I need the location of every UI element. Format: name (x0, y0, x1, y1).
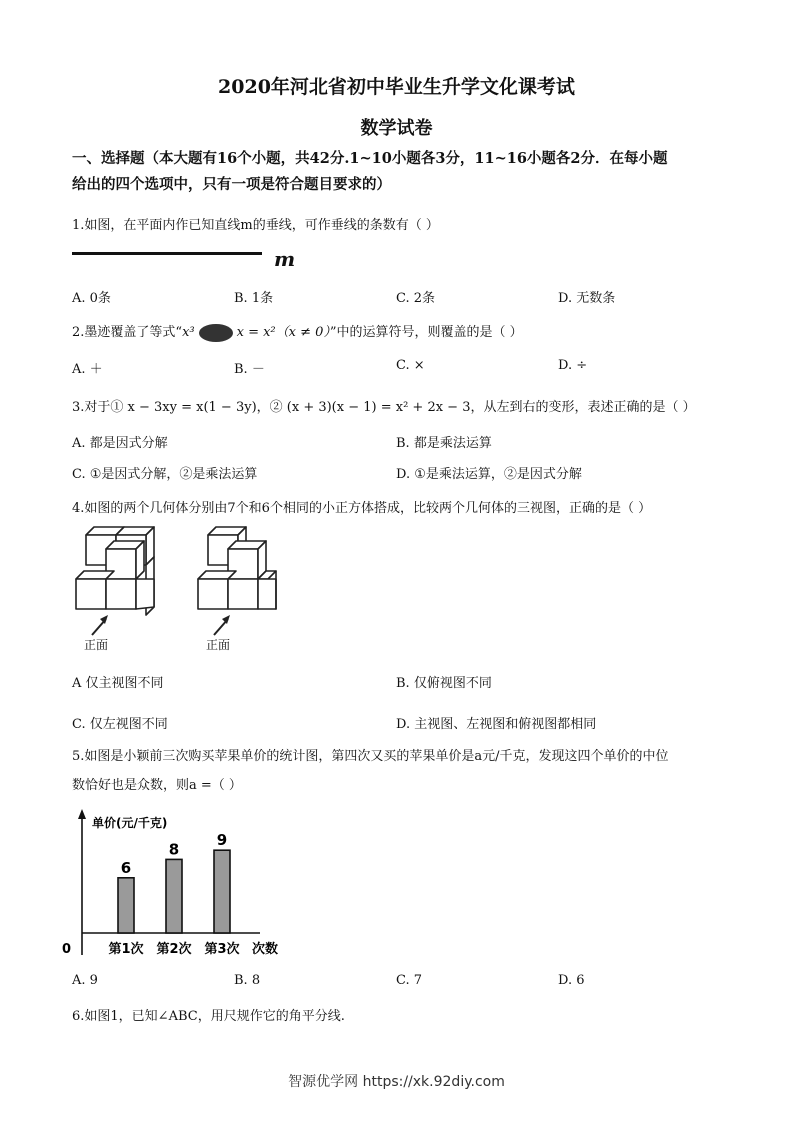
category-label-3: 第3次 (204, 942, 240, 957)
q6-text: 6.如图1，已知∠ABC，用尺规作它的角平分线. (72, 1009, 345, 1024)
q4-option-d: D. 主视图、左视图和俯视图都相同 (396, 717, 597, 732)
page-title: 2020年河北省初中毕业生升学文化课考试 (218, 76, 575, 98)
q1-option-c: C. 2条 (396, 291, 436, 306)
q4-text: 4.如图的两个几何体分别由7个和6个相同的小正方体搭成，比较两个几何体的三视图，正确的是（ ） (72, 501, 652, 516)
q4-front-label-2: 正面 (206, 638, 231, 652)
q3-option-b: B. 都是乘法运算 (396, 436, 492, 451)
q2-x3: x³ (182, 325, 195, 340)
q1-option-a: A. 0条 (72, 291, 111, 306)
q2-suffix: ”中的运算符号，则覆盖的是（ ） (329, 325, 523, 340)
q2-option-b: B. － (234, 362, 265, 377)
bar-value-label-1: 6 (120, 858, 132, 877)
footer-watermark: 智源优学网 https://xk.92diy.com (288, 1074, 505, 1090)
q4-option-b: B. 仅俯视图不同 (396, 676, 492, 691)
q1-line-m (72, 252, 262, 255)
q4-option-a: A 仅主视图不同 (72, 676, 164, 691)
q1-option-b: B. 1条 (234, 291, 274, 306)
category-label-2: 第2次 (156, 942, 192, 957)
q1-option-d: D. 无数条 (558, 291, 616, 306)
section-header (72, 146, 732, 198)
q4-front-label-1: 正面 (84, 638, 109, 652)
bar-1 (118, 878, 134, 933)
q2-prefix: 2.墨迹覆盖了等式“ (72, 325, 183, 340)
category-label-1: 第1次 (108, 942, 144, 957)
bar-value-label-2: 8 (168, 840, 180, 859)
page-subtitle: 数学试卷 (360, 118, 433, 139)
ink-blot-icon (199, 324, 233, 342)
q2-option-c: C. × (396, 358, 425, 373)
x-axis-label: 次数 (252, 942, 279, 957)
q3-option-a: A. 都是因式分解 (72, 436, 168, 451)
q3-option-c: C. ①是因式分解，②是乘法运算 (72, 467, 258, 482)
q2-text (72, 321, 523, 342)
q5-line-2: 数恰好也是众数，则a =（ ） (72, 778, 242, 793)
bar-value-label-3: 9 (216, 831, 228, 850)
q4-option-c: C. 仅左视图不同 (72, 717, 168, 732)
q1-line-label: m (274, 247, 296, 271)
q2-option-a: A. ＋ (72, 362, 103, 377)
q1-text: 1.如图，在平面内作已知直线m的垂线，可作垂线的条数有（ ） (72, 218, 439, 233)
q5-option-a: A. 9 (72, 973, 98, 988)
y-axis-arrow-icon (78, 809, 86, 819)
bar-2 (166, 859, 182, 933)
q2-equation: x = x²（x ≠ 0） (236, 325, 330, 340)
y-axis-label: 单价(元/千克) (92, 816, 168, 830)
section-line-2: 给出的四个选项中，只有一项是符合题目要求的） (72, 176, 391, 193)
origin-label: 0 (62, 942, 72, 957)
bar-3 (214, 850, 230, 933)
q5-option-b: B. 8 (234, 973, 261, 988)
q3-text: 3.对于① x − 3xy = x(1 − 3y)，② (x + 3)(x − 1) = x² + 2x − 3，从左到右的变形，表述正确的是（ ） (72, 400, 696, 415)
q5-bar-chart (60, 805, 310, 965)
q5-option-d: D. 6 (558, 973, 585, 988)
q3-option-d: D. ①是乘法运算，②是因式分解 (396, 467, 582, 482)
q5-line-1: 5.如图是小颖前三次购买苹果单价的统计图，第四次又买的苹果单价是a元/千克，发现这四个单价的中位 (72, 749, 669, 764)
section-line-1: 一、选择题（本大题有16个小题，共42分.1~10小题各3分，11~16小题各2分．在每小题 (72, 150, 668, 167)
q5-option-c: C. 7 (396, 973, 423, 988)
q2-option-d: D. ÷ (558, 358, 588, 373)
